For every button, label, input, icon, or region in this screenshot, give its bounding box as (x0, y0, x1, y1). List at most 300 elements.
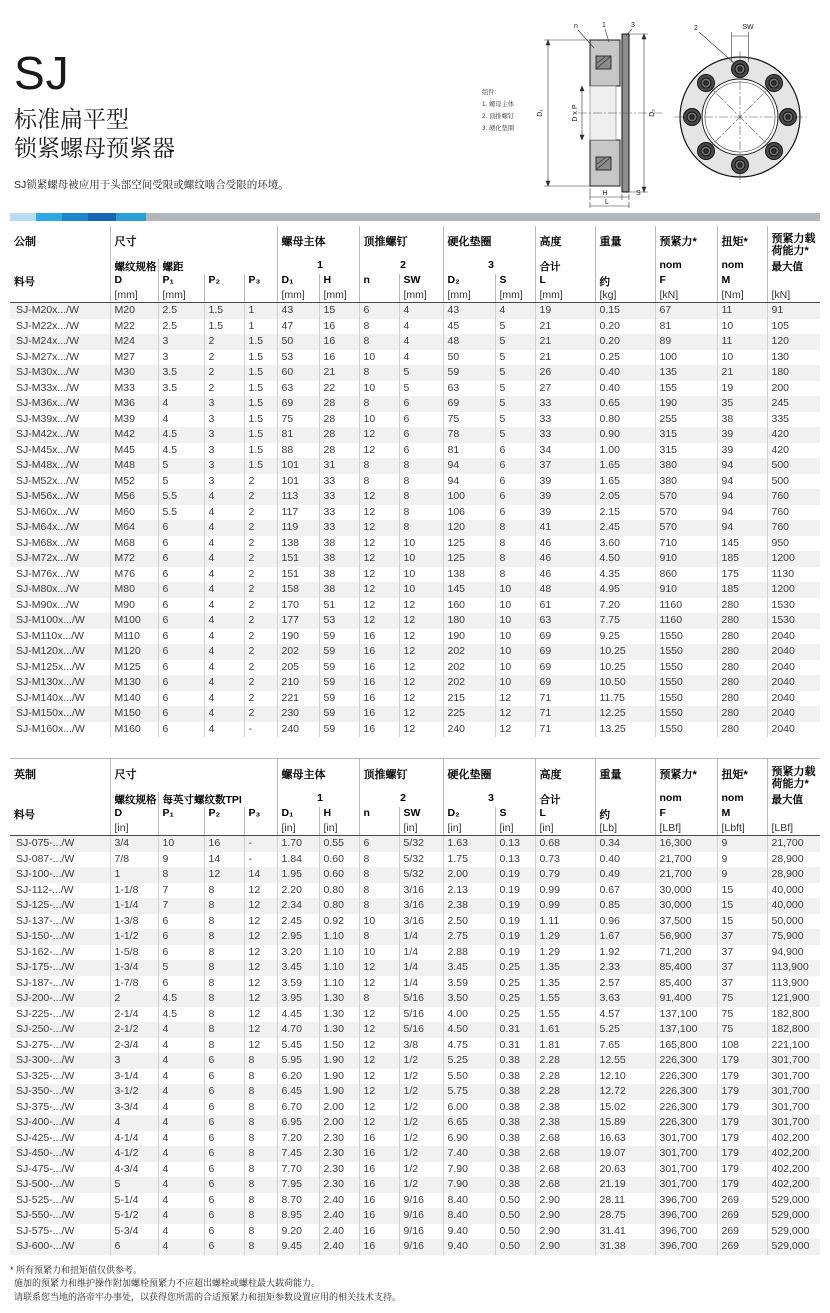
label-n: n (574, 23, 578, 30)
table-row (10, 991, 820, 1007)
table-row (10, 319, 820, 335)
value-cell: M45 (110, 443, 158, 459)
value-cell: 12 (359, 489, 399, 505)
value-cell: 0.40 (595, 381, 655, 397)
value-cell: 6 (158, 598, 204, 614)
value-cell: M110 (110, 629, 158, 645)
value-cell: 2.75 (443, 929, 495, 945)
table-row (10, 365, 820, 381)
table-row (10, 960, 820, 976)
label-2: 2 (694, 25, 698, 32)
value-cell: 155 (655, 381, 717, 397)
value-cell: 230 (277, 706, 319, 722)
value-cell: 4 (495, 303, 535, 319)
value-cell: 15 (717, 914, 767, 930)
value-cell: 37 (717, 960, 767, 976)
value-cell: 28 (319, 443, 359, 459)
value-cell: 1160 (655, 613, 717, 629)
table-row (10, 1162, 820, 1178)
value-cell: 0.31 (495, 1038, 535, 1054)
value-cell: 1.5 (244, 396, 277, 412)
value-cell: - (244, 836, 277, 852)
label-h: H (602, 190, 608, 197)
value-cell: 6.20 (277, 1069, 319, 1085)
value-cell: 100 (443, 489, 495, 505)
value-cell: 301,700 (655, 1131, 717, 1147)
value-cell: 46 (535, 551, 595, 567)
value-cell: 9/16 (399, 1193, 443, 1209)
value-cell: 11.75 (595, 691, 655, 707)
value-cell: 12 (399, 722, 443, 738)
legend-item-3: 3. 硬化垫圈 (482, 125, 515, 132)
legend-item-1: 1. 螺母主体 (482, 101, 515, 108)
part-number-cell: SJ-M90x.../W (16, 598, 80, 611)
part-number-cell: SJ-162-.../W (16, 945, 75, 958)
value-cell: M64 (110, 520, 158, 536)
value-cell: 240 (277, 722, 319, 738)
value-cell: 12 (244, 991, 277, 1007)
value-cell: 31.38 (595, 1239, 655, 1255)
value-cell: 5 (495, 381, 535, 397)
value-cell: 10 (495, 644, 535, 660)
value-cell: 6 (204, 1053, 244, 1069)
value-cell: 200 (767, 381, 820, 397)
part-number-cell: SJ-M150x.../W (16, 707, 85, 719)
value-cell: 3.59 (277, 976, 319, 992)
table-row (10, 505, 820, 521)
value-cell: 21,700 (655, 867, 717, 883)
group-size: 尺寸 (110, 226, 277, 259)
col-p2: P₂ (204, 807, 244, 822)
col-f: F (655, 274, 717, 289)
value-cell: 301,700 (655, 1146, 717, 1162)
label-sw: SW (742, 24, 754, 31)
value-cell: 10 (359, 945, 399, 961)
part-number-cell: SJ-M42x.../W (16, 428, 80, 440)
value-cell: 8 (244, 1053, 277, 1069)
value-cell: 8 (244, 1224, 277, 1240)
value-cell: 760 (767, 505, 820, 521)
cross-section-view (537, 22, 664, 208)
value-cell: 0.99 (535, 898, 595, 914)
value-cell: 5 (158, 474, 204, 490)
value-cell: 12 (359, 1053, 399, 1069)
value-cell: 0.92 (319, 914, 359, 930)
value-cell: 8.95 (277, 1208, 319, 1224)
value-cell: 48 (443, 334, 495, 350)
value-cell: 205 (277, 660, 319, 676)
value-cell: 21 (535, 334, 595, 350)
value-cell: 5/16 (399, 1022, 443, 1038)
value-cell: 4.35 (595, 567, 655, 583)
col-s: S (495, 274, 535, 289)
value-cell: 69 (277, 396, 319, 412)
value-cell: 6 (158, 536, 204, 552)
value-cell: 6 (399, 396, 443, 412)
sub-tpi: 每英寸螺纹数TPI (158, 792, 277, 807)
value-cell: 8 (204, 945, 244, 961)
table-row (10, 412, 820, 428)
value-cell: 88 (277, 443, 319, 459)
value-cell: 1.65 (595, 474, 655, 490)
value-cell: 12 (359, 976, 399, 992)
value-cell: 1/2 (399, 1100, 443, 1116)
value-cell: 12 (359, 598, 399, 614)
value-cell: 2.30 (319, 1162, 359, 1178)
value-cell: 13.25 (595, 722, 655, 738)
value-cell: 4.50 (595, 551, 655, 567)
value-cell: 6 (399, 427, 443, 443)
table-row (10, 474, 820, 490)
value-cell: 190 (277, 629, 319, 645)
value-cell: 69 (443, 396, 495, 412)
value-cell: 2.00 (319, 1115, 359, 1131)
value-cell: 1130 (767, 567, 820, 583)
footnotes (10, 1264, 820, 1305)
value-cell: 94 (443, 458, 495, 474)
value-cell: 2 (244, 629, 277, 645)
sub-nom-m: nom (717, 259, 767, 274)
value-cell: 380 (655, 458, 717, 474)
value-cell: 179 (717, 1177, 767, 1193)
value-cell: 6 (158, 660, 204, 676)
value-cell: 137,100 (655, 1007, 717, 1023)
col-sw: SW (399, 274, 443, 289)
group-nut-body: 螺母主体 (277, 759, 359, 793)
value-cell: M100 (110, 613, 158, 629)
col-h: H (319, 274, 359, 289)
value-cell: 2 (244, 706, 277, 722)
part-number-cell: SJ-225-.../W (16, 1007, 75, 1020)
value-cell: 4 (158, 1115, 204, 1131)
value-cell: 0.80 (319, 898, 359, 914)
value-cell: 8 (244, 1239, 277, 1255)
value-cell: 301,700 (767, 1115, 820, 1131)
value-cell: 59 (319, 644, 359, 660)
value-cell: 81 (443, 443, 495, 459)
value-cell: 59 (319, 675, 359, 691)
value-cell: 7 (158, 898, 204, 914)
value-cell: 2040 (767, 691, 820, 707)
value-cell: 26 (535, 365, 595, 381)
value-cell: 3-3/4 (110, 1100, 158, 1116)
value-cell: 15 (717, 883, 767, 899)
table-row (10, 489, 820, 505)
value-cell: 0.34 (595, 836, 655, 852)
table-row (10, 582, 820, 598)
value-cell: 160 (443, 598, 495, 614)
value-cell: M48 (110, 458, 158, 474)
table-row (10, 722, 820, 738)
value-cell: 1.95 (277, 867, 319, 883)
value-cell: 75 (443, 412, 495, 428)
value-cell: 8.40 (443, 1193, 495, 1209)
value-cell: 221 (277, 691, 319, 707)
value-cell: 12 (359, 582, 399, 598)
part-number-cell: SJ-M56x.../W (16, 490, 80, 502)
value-cell: 175 (717, 567, 767, 583)
value-cell: 10 (359, 381, 399, 397)
value-cell: 2.88 (443, 945, 495, 961)
value-cell: 380 (655, 474, 717, 490)
value-cell: 5.25 (595, 1022, 655, 1038)
value-cell: 2.68 (535, 1131, 595, 1147)
value-cell: 5.95 (277, 1053, 319, 1069)
product-subtitle (14, 105, 478, 164)
value-cell: 78 (443, 427, 495, 443)
value-cell: 28,900 (767, 852, 820, 868)
part-number-cell: SJ-M45x.../W (16, 443, 80, 456)
value-cell: 47 (277, 319, 319, 335)
value-cell: 120 (767, 334, 820, 350)
value-cell: 6 (204, 1224, 244, 1240)
value-cell: 2.28 (535, 1084, 595, 1100)
value-cell: 5 (495, 319, 535, 335)
value-cell: 117 (277, 505, 319, 521)
value-cell: 8 (244, 1084, 277, 1100)
table-row (10, 396, 820, 412)
value-cell: 225 (443, 706, 495, 722)
value-cell: 4 (158, 1146, 204, 1162)
value-cell: 71 (535, 722, 595, 738)
part-number-cell: SJ-M110x.../W (16, 629, 85, 642)
value-cell: M68 (110, 536, 158, 552)
value-cell: 0.19 (495, 914, 535, 930)
value-cell: 396,700 (655, 1208, 717, 1224)
part-number-cell: SJ-M72x.../W (16, 552, 80, 564)
value-cell: 1530 (767, 598, 820, 614)
value-cell: 1/2 (399, 1084, 443, 1100)
value-cell: 12 (244, 883, 277, 899)
value-cell: 529,000 (767, 1239, 820, 1255)
value-cell: 16 (204, 836, 244, 852)
value-cell: 1530 (767, 613, 820, 629)
value-cell: 165,800 (655, 1038, 717, 1054)
value-cell: 2.00 (319, 1100, 359, 1116)
col-l: L (535, 807, 595, 822)
page-header (10, 0, 820, 213)
value-cell: 1-3/8 (110, 914, 158, 930)
part-number-cell: SJ-M27x.../W (16, 350, 80, 363)
value-cell: 4 (204, 598, 244, 614)
value-cell: 2 (244, 505, 277, 521)
value-cell: 2.28 (535, 1069, 595, 1085)
value-cell: 10 (495, 629, 535, 645)
value-cell: 7.95 (277, 1177, 319, 1193)
value-cell: 3 (204, 443, 244, 459)
value-cell: 8 (204, 1038, 244, 1054)
value-cell: 16.63 (595, 1131, 655, 1147)
value-cell: 500 (767, 458, 820, 474)
value-cell: 12.10 (595, 1069, 655, 1085)
value-cell: 56,900 (655, 929, 717, 945)
value-cell: M130 (110, 675, 158, 691)
value-cell: 8 (359, 852, 399, 868)
value-cell: 1 (244, 303, 277, 319)
value-cell: 8.40 (443, 1208, 495, 1224)
value-cell: 0.79 (535, 867, 595, 883)
value-cell: 1/2 (399, 1131, 443, 1147)
value-cell: 12.55 (595, 1053, 655, 1069)
value-cell: 5.75 (443, 1084, 495, 1100)
value-cell: 1.29 (535, 929, 595, 945)
value-cell: 46 (535, 536, 595, 552)
value-cell: 3.45 (277, 960, 319, 976)
value-cell: 94,900 (767, 945, 820, 961)
value-cell: 1.75 (443, 852, 495, 868)
imperial-table-body (10, 836, 820, 1255)
value-cell: 12 (244, 1022, 277, 1038)
value-cell: 1.30 (319, 1007, 359, 1023)
value-cell: 500 (767, 474, 820, 490)
value-cell: 8 (495, 567, 535, 583)
part-number-cell: SJ-M33x.../W (16, 381, 80, 394)
value-cell: 6 (495, 458, 535, 474)
part-number-cell: SJ-125-.../W (16, 899, 75, 911)
col-p2: P₂ (204, 274, 244, 289)
value-cell: 1 (244, 319, 277, 335)
value-cell: 12 (399, 675, 443, 691)
value-cell: 2.38 (443, 898, 495, 914)
value-cell: 5 (158, 458, 204, 474)
value-cell: 0.19 (495, 898, 535, 914)
value-cell: 94 (717, 505, 767, 521)
value-cell: 4.45 (277, 1007, 319, 1023)
value-cell: 1/4 (399, 945, 443, 961)
value-cell: 12 (244, 929, 277, 945)
part-number-cell: SJ-M160x.../W (16, 722, 85, 735)
value-cell: 0.19 (495, 883, 535, 899)
value-cell: 6 (204, 1193, 244, 1209)
value-cell: 5/16 (399, 991, 443, 1007)
value-cell: 33 (319, 505, 359, 521)
value-cell: 2.30 (319, 1146, 359, 1162)
value-cell: 3.50 (443, 991, 495, 1007)
table-row (10, 598, 820, 614)
value-cell: 120 (443, 520, 495, 536)
value-cell: 8 (204, 1007, 244, 1023)
value-cell: M72 (110, 551, 158, 567)
value-cell: 7.20 (277, 1131, 319, 1147)
value-cell: 0.38 (495, 1069, 535, 1085)
value-cell: 2.5 (158, 303, 204, 319)
part-number-cell: SJ-400-.../W (16, 1116, 75, 1128)
value-cell: 0.80 (595, 412, 655, 428)
value-cell: 8 (399, 505, 443, 521)
value-cell: 71 (535, 691, 595, 707)
value-cell: 75 (277, 412, 319, 428)
table-row (10, 1022, 820, 1038)
band-segment (36, 213, 62, 221)
units-row: [in] [in] [in] [in] [in] [in] [in] [Lb] [LBf] [Lbft] [LBf] (10, 822, 820, 836)
value-cell: 6 (158, 722, 204, 738)
value-cell: 3/8 (399, 1038, 443, 1054)
value-cell: 1.50 (319, 1038, 359, 1054)
value-cell: M42 (110, 427, 158, 443)
value-cell: 31.41 (595, 1224, 655, 1240)
part-number-cell: SJ-350-.../W (16, 1085, 75, 1097)
value-cell: 5 (399, 381, 443, 397)
value-cell: 3 (110, 1053, 158, 1069)
value-cell: 2-1/2 (110, 1022, 158, 1038)
value-cell: 2 (204, 334, 244, 350)
value-cell: 12 (359, 1007, 399, 1023)
value-cell: 39 (717, 443, 767, 459)
value-cell: 12 (359, 1038, 399, 1054)
value-cell: 1.5 (244, 365, 277, 381)
value-cell: 10.25 (595, 644, 655, 660)
value-cell: 75 (717, 1022, 767, 1038)
col-l: L (535, 274, 595, 289)
col-d2: D₂ (443, 807, 495, 822)
value-cell: 21 (535, 350, 595, 366)
value-cell: 8 (204, 976, 244, 992)
value-cell: 1550 (655, 706, 717, 722)
value-cell: 5.5 (158, 505, 204, 521)
value-cell: 3/16 (399, 898, 443, 914)
part-number-cell: SJ-M76x.../W (16, 567, 80, 580)
value-cell: 2.45 (595, 520, 655, 536)
value-cell: 1.5 (244, 381, 277, 397)
value-cell: 8 (359, 991, 399, 1007)
value-cell: 0.60 (319, 852, 359, 868)
value-cell: 71,200 (655, 945, 717, 961)
value-cell: 3.20 (277, 945, 319, 961)
value-cell: 63 (535, 613, 595, 629)
part-number-cell: SJ-M64x.../W (16, 521, 80, 533)
value-cell: 8.70 (277, 1193, 319, 1209)
value-cell: M24 (110, 334, 158, 350)
value-cell: 4 (204, 722, 244, 738)
table-row (10, 613, 820, 629)
part-number-cell: SJ-250-.../W (16, 1023, 75, 1035)
value-cell: 402,200 (767, 1131, 820, 1147)
value-cell: 2 (244, 644, 277, 660)
value-cell: 3 (204, 412, 244, 428)
value-cell: 12 (204, 867, 244, 883)
value-cell: 301,700 (767, 1100, 820, 1116)
diagram-area (478, 0, 820, 213)
value-cell: 5 (158, 960, 204, 976)
col-h: H (319, 807, 359, 822)
value-cell: 280 (717, 644, 767, 660)
value-cell: 21,700 (767, 836, 820, 852)
group-weight: 重量 (595, 226, 655, 259)
table-row (10, 929, 820, 945)
value-cell: 2.57 (595, 976, 655, 992)
value-cell: 16 (359, 691, 399, 707)
value-cell: 5 (495, 334, 535, 350)
value-cell: 2 (244, 536, 277, 552)
value-cell: 0.50 (495, 1193, 535, 1209)
value-cell: 8 (359, 365, 399, 381)
value-cell: 280 (717, 598, 767, 614)
value-cell: 182,800 (767, 1022, 820, 1038)
value-cell: 12 (244, 945, 277, 961)
value-cell: M60 (110, 505, 158, 521)
value-cell: 8 (399, 489, 443, 505)
value-cell: 226,300 (655, 1084, 717, 1100)
value-cell: 16 (319, 319, 359, 335)
value-cell: 402,200 (767, 1146, 820, 1162)
value-cell: 0.38 (495, 1084, 535, 1100)
sub-nom-m: nom (717, 792, 767, 807)
value-cell: 12 (495, 722, 535, 738)
value-cell: 50,000 (767, 914, 820, 930)
value-cell: 22 (319, 381, 359, 397)
value-cell: 1.10 (319, 945, 359, 961)
value-cell: 7/8 (110, 852, 158, 868)
